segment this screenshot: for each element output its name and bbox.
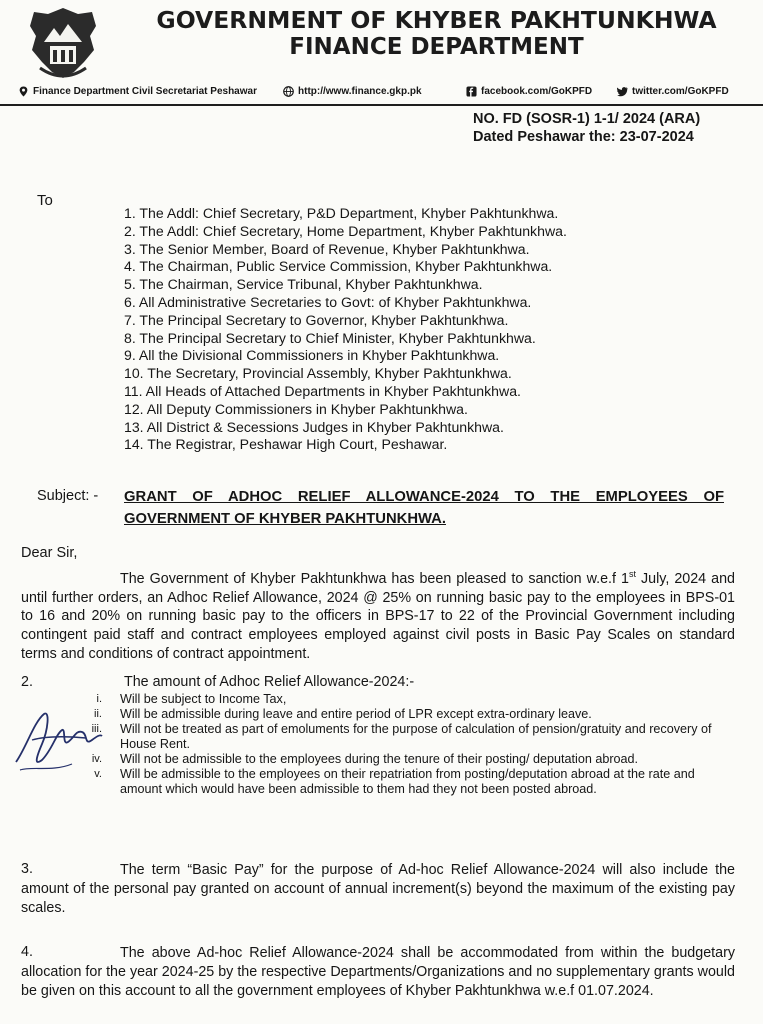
header-divider xyxy=(0,104,763,106)
allowance-conditions-list xyxy=(60,692,740,797)
recipient-item: 9. All the Divisional Commissioners in Khyber Pakhtunkhwa. xyxy=(124,347,500,364)
facebook-contact[interactable] xyxy=(466,86,592,97)
paragraph-2-heading: The amount of Adhoc Relief Allowance-2024:- xyxy=(124,674,415,690)
recipient-item: 14. The Registrar, Peshawar High Court, Peshawar. xyxy=(124,436,448,453)
condition-item xyxy=(60,707,740,722)
paragraph-1-text-start: The Government of Khyber Pakhtunkhwa has been pleased to sanction w.e.f 1 xyxy=(120,570,629,587)
paragraph-2-number: 2. xyxy=(21,674,33,690)
recipient-item: 3. The Senior Member, Board of Revenue, Khyber Pakhtunkhwa. xyxy=(124,240,530,257)
paragraph-3: The term “Basic Pay” for the purpose of Ad-hoc Relief Allowance-2024 will also include the amount of the personal pay granted on account of annual increment(s) beyond the maximum of the existing pay scales. xyxy=(21,862,735,916)
condition-numeral: v. xyxy=(94,768,102,780)
to-label: To xyxy=(37,192,53,209)
condition-item xyxy=(60,767,740,797)
condition-numeral: i. xyxy=(96,693,102,705)
website-contact[interactable] xyxy=(283,86,422,97)
subject-text: GRANT OF ADHOC RELIEF ALLOWANCE-2024 TO THE EMPLOYEES OF GOVERNMENT OF KHYBER PAKHTUNKHWA. xyxy=(124,489,724,527)
condition-text: Will be admissible to the employees on their repatriation from posting/deputation abroad at the rate and amount which would have been admissible to them had they not been posted abroad. xyxy=(120,767,695,796)
condition-item xyxy=(60,692,740,707)
condition-text: Will not be admissible to the employees during the tenure of their posting/ deputation abroad. xyxy=(120,752,639,766)
recipient-item: 1. The Addl: Chief Secretary, P&D Department, Khyber Pakhtunkhwa. xyxy=(124,205,559,221)
condition-numeral: iii. xyxy=(91,723,102,735)
recipient-item: 10. The Secretary, Provincial Assembly, Khyber Pakhtunkhwa. xyxy=(124,365,512,382)
header-department-title: FINANCE DEPARTMENT xyxy=(289,34,584,60)
condition-text: Will be admissible during leave and entire period of LPR except extra-ordinary leave. xyxy=(120,707,592,721)
address-text: Finance Department Civil Secretariat Peshawar xyxy=(33,86,257,97)
twitter-contact[interactable] xyxy=(617,86,729,97)
website-link[interactable]: http://www.finance.gkp.pk xyxy=(298,86,422,97)
reference-number: NO. FD (SOSR-1) 1-1/ 2024 (ARA) xyxy=(473,111,701,127)
recipient-item: 13. All District & Secessions Judges in Khyber Pakhtunkhwa. xyxy=(124,418,504,435)
contact-bar xyxy=(0,86,763,104)
condition-text: Will be subject to Income Tax, xyxy=(120,692,287,706)
condition-numeral: ii. xyxy=(94,708,102,720)
twitter-icon xyxy=(617,86,628,97)
recipient-item: 11. All Heads of Attached Departments in Khyber Pakhtunkhwa. xyxy=(124,382,521,399)
recipient-list xyxy=(124,205,567,454)
address-contact xyxy=(18,86,257,97)
recipient-item: 6. All Administrative Secretaries to Govt: of Khyber Pakhtunkhwa. xyxy=(124,293,532,310)
handwritten-signature xyxy=(12,700,104,780)
recipient-item: 12. All Deputy Commissioners in Khyber Pakhtunkhwa. xyxy=(124,400,468,417)
condition-item xyxy=(60,752,740,767)
recipient-item: 5. The Chairman, Service Tribunal, Khyber Pakhtunkhwa. xyxy=(124,276,483,293)
condition-item xyxy=(60,722,740,752)
paragraph-1 xyxy=(21,565,735,664)
recipient-item: 8. The Principal Secretary to Chief Minister, Khyber Pakhtunkhwa. xyxy=(124,329,536,346)
paragraph-1-superscript: st xyxy=(628,569,636,579)
salutation: Dear Sir, xyxy=(21,545,78,561)
recipient-item: 4. The Chairman, Public Service Commission, Khyber Pakhtunkhwa. xyxy=(124,258,553,275)
paragraph-4: The above Ad-hoc Relief Allowance-2024 shall be accommodated from within the budgetary allocation for the year 2024-25 by the respective Departments/Organizations and no supplementary grants would be given on this account to all the government employees of Khyber Pakhtunkhwa w.e.f 01.07.2024. xyxy=(21,945,735,999)
recipient-item: 7. The Principal Secretary to Governor, Khyber Pakhtunkhwa. xyxy=(124,311,509,328)
condition-numeral: iv. xyxy=(91,753,102,765)
facebook-icon xyxy=(466,86,477,97)
paragraph-3-number: 3. xyxy=(21,861,33,877)
reference-date: Dated Peshawar the: 23-07-2024 xyxy=(473,129,694,145)
globe-icon xyxy=(283,86,294,97)
subject-label: Subject: - xyxy=(37,488,99,504)
header-government-title: GOVERNMENT OF KHYBER PAKHTUNKHWA xyxy=(156,6,717,34)
location-pin-icon xyxy=(18,86,29,97)
twitter-link[interactable]: twitter.com/GoKPFD xyxy=(632,86,729,97)
paragraph-4-number: 4. xyxy=(21,944,33,960)
condition-text: Will not be treated as part of emoluments for the purpose of calculation of pension/gratuity and recovery of House Rent. xyxy=(120,722,712,751)
facebook-link[interactable]: facebook.com/GoKPFD xyxy=(481,86,593,97)
recipient-item: 2. The Addl: Chief Secretary, Home Department, Khyber Pakhtunkhwa. xyxy=(124,222,567,239)
paragraph-1-text-end: July, 2024 and until further orders, an Adhoc Relief Allowance, 2024 @ 25% on running basic pay to the employees in BPS-01 to 16 and 20% on running basic pay to the officers in BPS-17 to 22 of the Provincial Government including contingent paid staff and contract employees employed against civil posts in Basic Pay Scales on standard terms and conditions of contract appointment. xyxy=(21,570,735,662)
